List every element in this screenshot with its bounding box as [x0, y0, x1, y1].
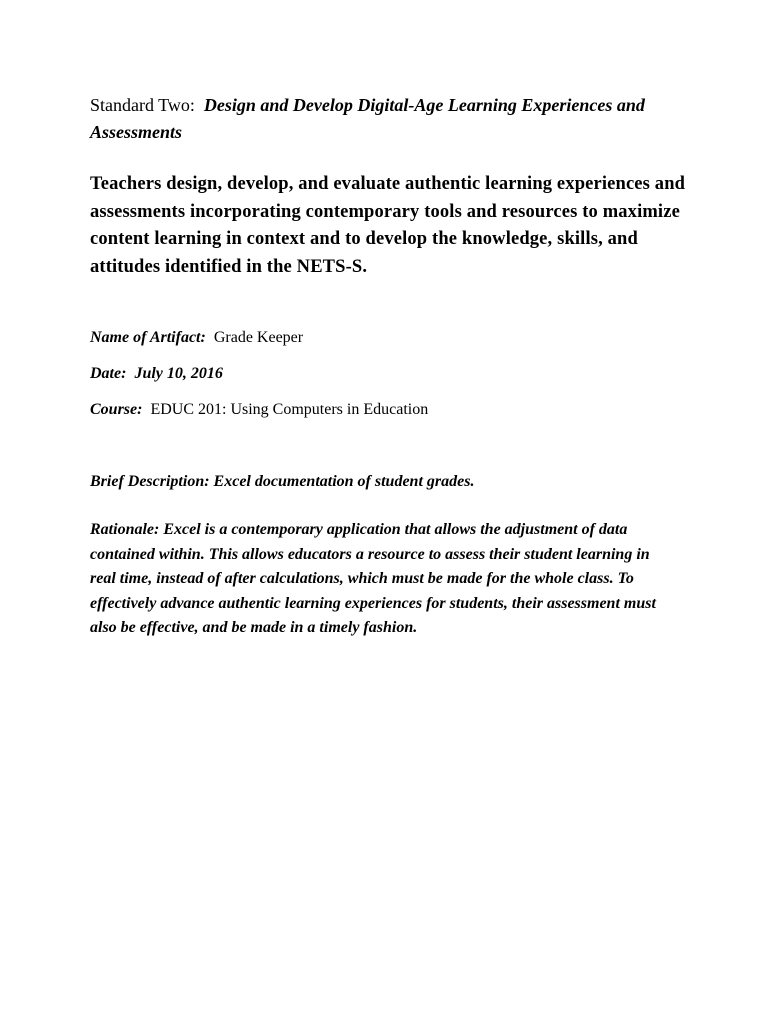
artifact-name-label: Name of Artifact: [90, 329, 206, 346]
artifact-course-field [90, 399, 690, 421]
standard-description: Teachers design, develop, and evaluate authentic learning experiences and assessments incorporating contemporary tools and resources to maximize content learning in context and to develop the knowledge, skills, and attitudes identified in the NETS-S. [90, 174, 686, 277]
artifact-course-value: EDUC 201: Using Computers in Education [150, 401, 429, 418]
standard-number-label: Standard Two: [90, 95, 195, 115]
artifact-date-value: July 10, 2016 [134, 365, 223, 382]
artifact-name-field [90, 327, 690, 349]
artifact-date-label: Date: [90, 365, 127, 382]
document-content [90, 92, 690, 641]
artifact-name-value: Grade Keeper [213, 329, 304, 346]
artifact-date-field [90, 363, 690, 385]
standard-title: Design and Develop Digital-Age Learning Experiences and Assessments [90, 95, 645, 142]
rationale-paragraph: Rationale: Excel is a contemporary application that allows the adjustment of data contained within. This allows educators a resource to assess their student learning in real time, instead of after calculations, which must be made for the whole class. To effectively advance authentic learning experiences for students, their assessment must also be effective, and be made in a timely fashion. [90, 521, 656, 636]
brief-description: Brief Description: Excel documentation of student grades. [90, 473, 475, 490]
artifact-course-label: Course: [90, 401, 143, 418]
standard-heading [90, 92, 690, 146]
